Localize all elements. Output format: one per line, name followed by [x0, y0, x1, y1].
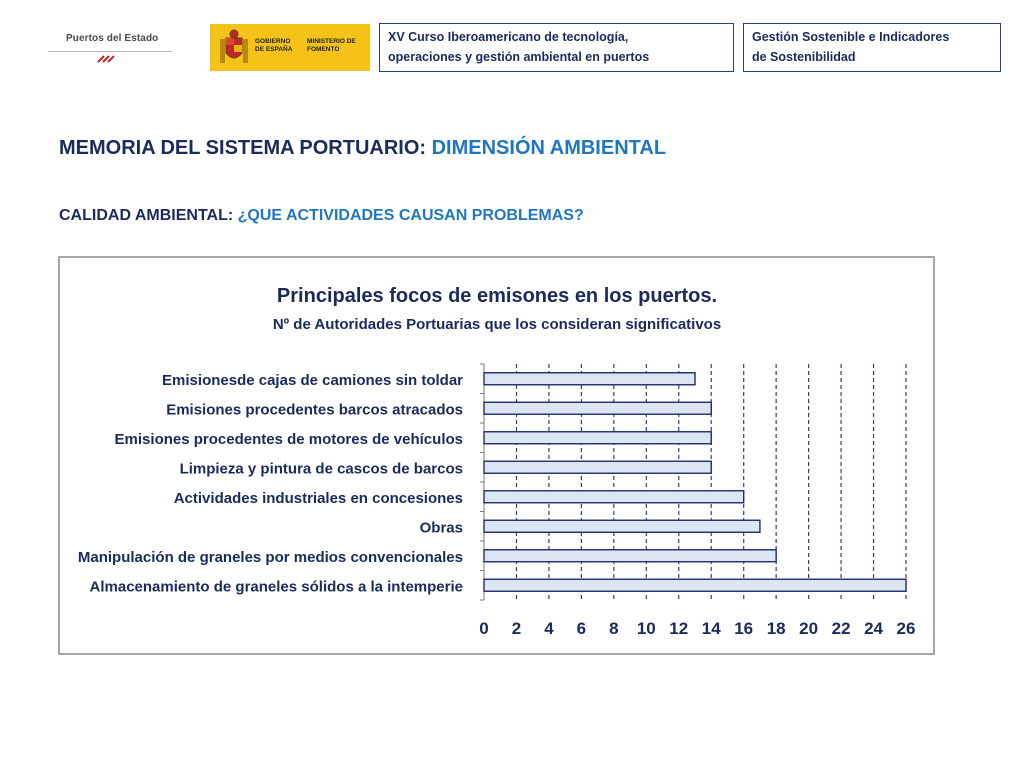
section-title: [59, 207, 584, 225]
bar-1: [484, 373, 695, 385]
x-tick-label-22: 22: [831, 619, 851, 638]
logo-gob-text-right: MINISTERIO DE FOMENTO: [307, 38, 356, 53]
module-title-line2: de Sostenibilidad: [752, 50, 856, 64]
bar-7: [484, 550, 776, 562]
bar-3: [484, 432, 711, 444]
logo-gob-text-left: GOBIERNO DE ESPAÑA: [255, 38, 293, 53]
gobierno-espana-logo: [210, 24, 370, 71]
x-tick-label-16: 16: [734, 619, 754, 638]
section-title-accent: ¿QUE ACTIVIDADES CAUSAN PROBLEMAS?: [237, 207, 584, 224]
x-tick-label-2: 2: [511, 619, 522, 638]
x-tick-label-26: 26: [896, 619, 916, 638]
chart-frame: [58, 256, 935, 655]
x-tick-label-12: 12: [669, 619, 689, 638]
x-tick-label-14: 14: [701, 619, 721, 638]
x-tick-label-20: 20: [799, 619, 819, 638]
category-label-4: Limpieza y pintura de cascos de barcos: [179, 460, 463, 478]
course-title-line2: operaciones y gestión ambiental en puertos: [388, 50, 650, 64]
x-tick-label-0: 0: [479, 619, 489, 638]
bar-4: [484, 461, 711, 473]
x-tick-label-18: 18: [766, 619, 786, 638]
x-tick-label-10: 10: [636, 619, 656, 638]
x-tick-label-24: 24: [864, 619, 883, 638]
emissions-bar-chart: [60, 258, 933, 653]
x-tick-label-4: 4: [544, 619, 554, 638]
page-title-accent: DIMENSIÓN AMBIENTAL: [431, 137, 667, 159]
module-title-box: [743, 23, 1001, 72]
category-label-8: Almacenamiento de graneles sólidos a la intemperie: [89, 578, 463, 596]
chart-title: Principales focos de emisones en los puertos.: [276, 285, 718, 307]
module-title-line1: Gestión Sostenible e Indicadores: [752, 30, 950, 44]
category-label-1: Emisionesde cajas de camiones sin toldar: [162, 371, 463, 389]
bar-8: [484, 579, 906, 591]
page-title: [59, 137, 666, 160]
page-title-prefix: MEMORIA DEL SISTEMA PORTUARIO:: [59, 137, 432, 159]
category-label-5: Actividades industriales en concesiones: [173, 489, 463, 507]
bar-5: [484, 491, 744, 503]
section-title-prefix: CALIDAD AMBIENTAL:: [59, 207, 238, 224]
bar-2: [484, 402, 711, 414]
x-tick-label-6: 6: [576, 619, 587, 638]
x-tick-label-8: 8: [609, 619, 619, 638]
puertos-logo-mark-icon: [96, 54, 120, 64]
logo-divider: [48, 51, 172, 52]
category-label-6: Obras: [419, 519, 463, 537]
chart-subtitle: Nº de Autoridades Portuarias que los consideran significativos: [272, 316, 722, 333]
category-label-3: Emisiones procedentes de motores de vehículos: [114, 430, 463, 448]
category-label-7: Manipulación de graneles por medios convencionales: [77, 548, 463, 566]
logo-puertos-text: Puertos del Estado: [66, 33, 159, 44]
puertos-del-estado-logo: [48, 26, 174, 66]
category-label-2: Emisiones procedentes barcos atracados: [166, 401, 463, 419]
coat-of-arms-icon: [218, 29, 250, 67]
course-title-box: [379, 23, 734, 72]
course-title-line1: XV Curso Iberoamericano de tecnología,: [388, 30, 629, 44]
bar-6: [484, 520, 760, 532]
